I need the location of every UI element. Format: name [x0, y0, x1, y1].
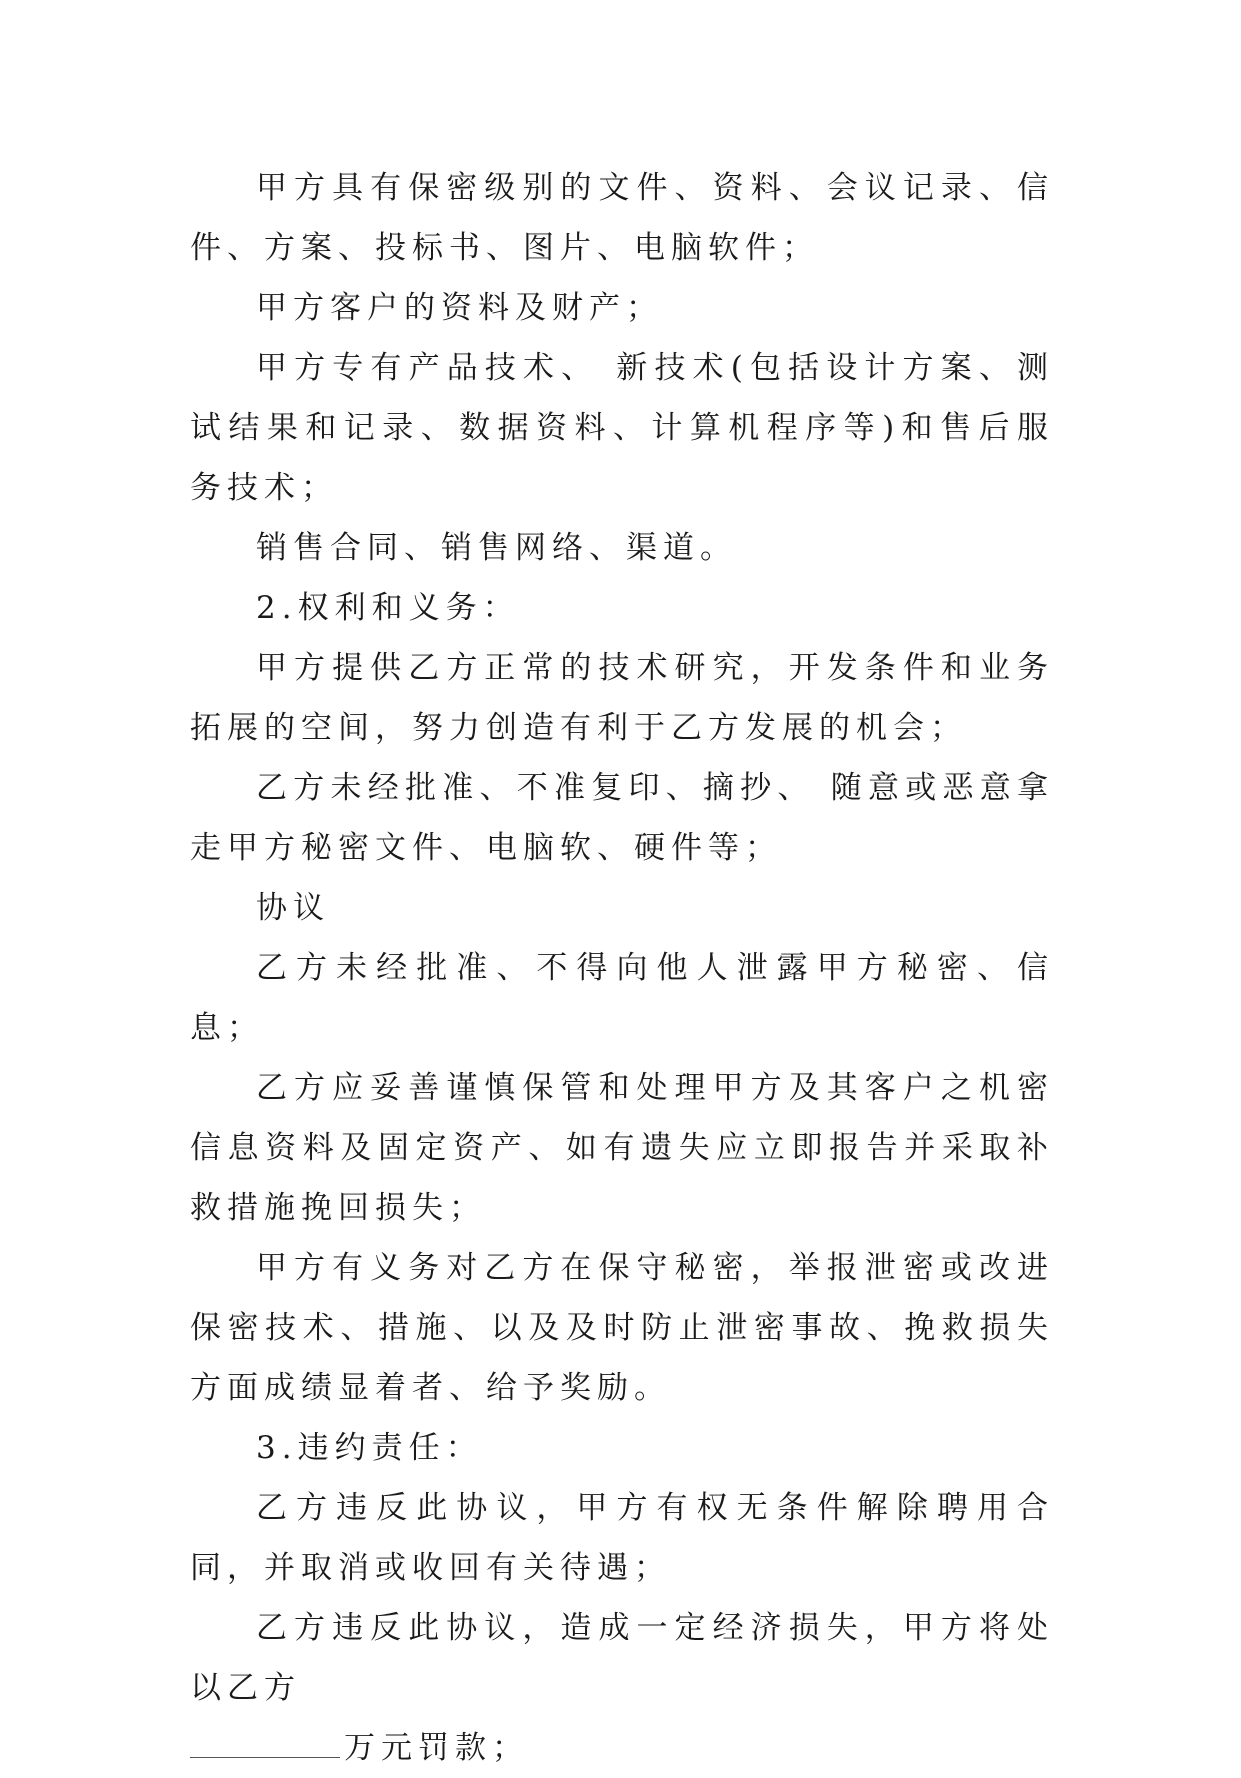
paragraph-no-disclosure: 乙方未经批准、不得向他人泄露甲方秘密、信息； [190, 950, 1054, 1046]
paragraph-penalty: 乙方违反此协议，造成一定经济损失，甲方将处以乙方 [190, 1610, 1054, 1706]
paragraph-no-copying: 乙方未经批准、不准复印、摘抄、 随意或恶意拿走甲方秘密文件、电脑软、硬件等； [190, 770, 1054, 866]
paragraph-terminate-contract: 乙方违反此协议，甲方有权无条件解除聘用合同，并取消或收回有关待遇； [190, 1490, 1054, 1586]
fill-in-blank [190, 1723, 340, 1758]
paragraph-proprietary-tech: 甲方专有产品技术、 新技术(包括设计方案、测试结果和记录、数据资料、计算机程序等)和售后服务技术； [190, 350, 1054, 506]
section-heading-rights-obligations: 2.权利和义务： [256, 590, 520, 626]
paragraph-sales-network: 销售合同、销售网络、渠道。 [256, 530, 737, 566]
section-heading-liability: 3.违约责任： [256, 1430, 483, 1466]
document-body [190, 158, 1054, 1778]
paragraph-party-a-provides: 甲方提供乙方正常的技术研究，开发条件和业务拓展的空间，努力创造有利于乙方发展的机会； [190, 650, 1054, 746]
paragraph-confidential-files: 甲方具有保密级别的文件、资料、会议记录、信件、方案、投标书、图片、电脑软件； [190, 170, 1054, 266]
paragraph-client-data: 甲方客户的资料及财产； [256, 290, 663, 326]
paragraph-agreement-label: 协议 [256, 890, 330, 926]
paragraph-penalty-amount [190, 1718, 1054, 1778]
paragraph-safekeeping: 乙方应妥善谨慎保管和处理甲方及其客户之机密信息资料及固定资产、如有遗失应立即报告并采取补救措施挽回损失； [190, 1070, 1054, 1226]
paragraph-rewards: 甲方有义务对乙方在保守秘密，举报泄密或改进保密技术、措施、以及及时防止泄密事故、挽救损失方面成绩显着者、给予奖励。 [190, 1250, 1054, 1406]
penalty-amount-text: 万元罚款； [344, 1730, 529, 1766]
